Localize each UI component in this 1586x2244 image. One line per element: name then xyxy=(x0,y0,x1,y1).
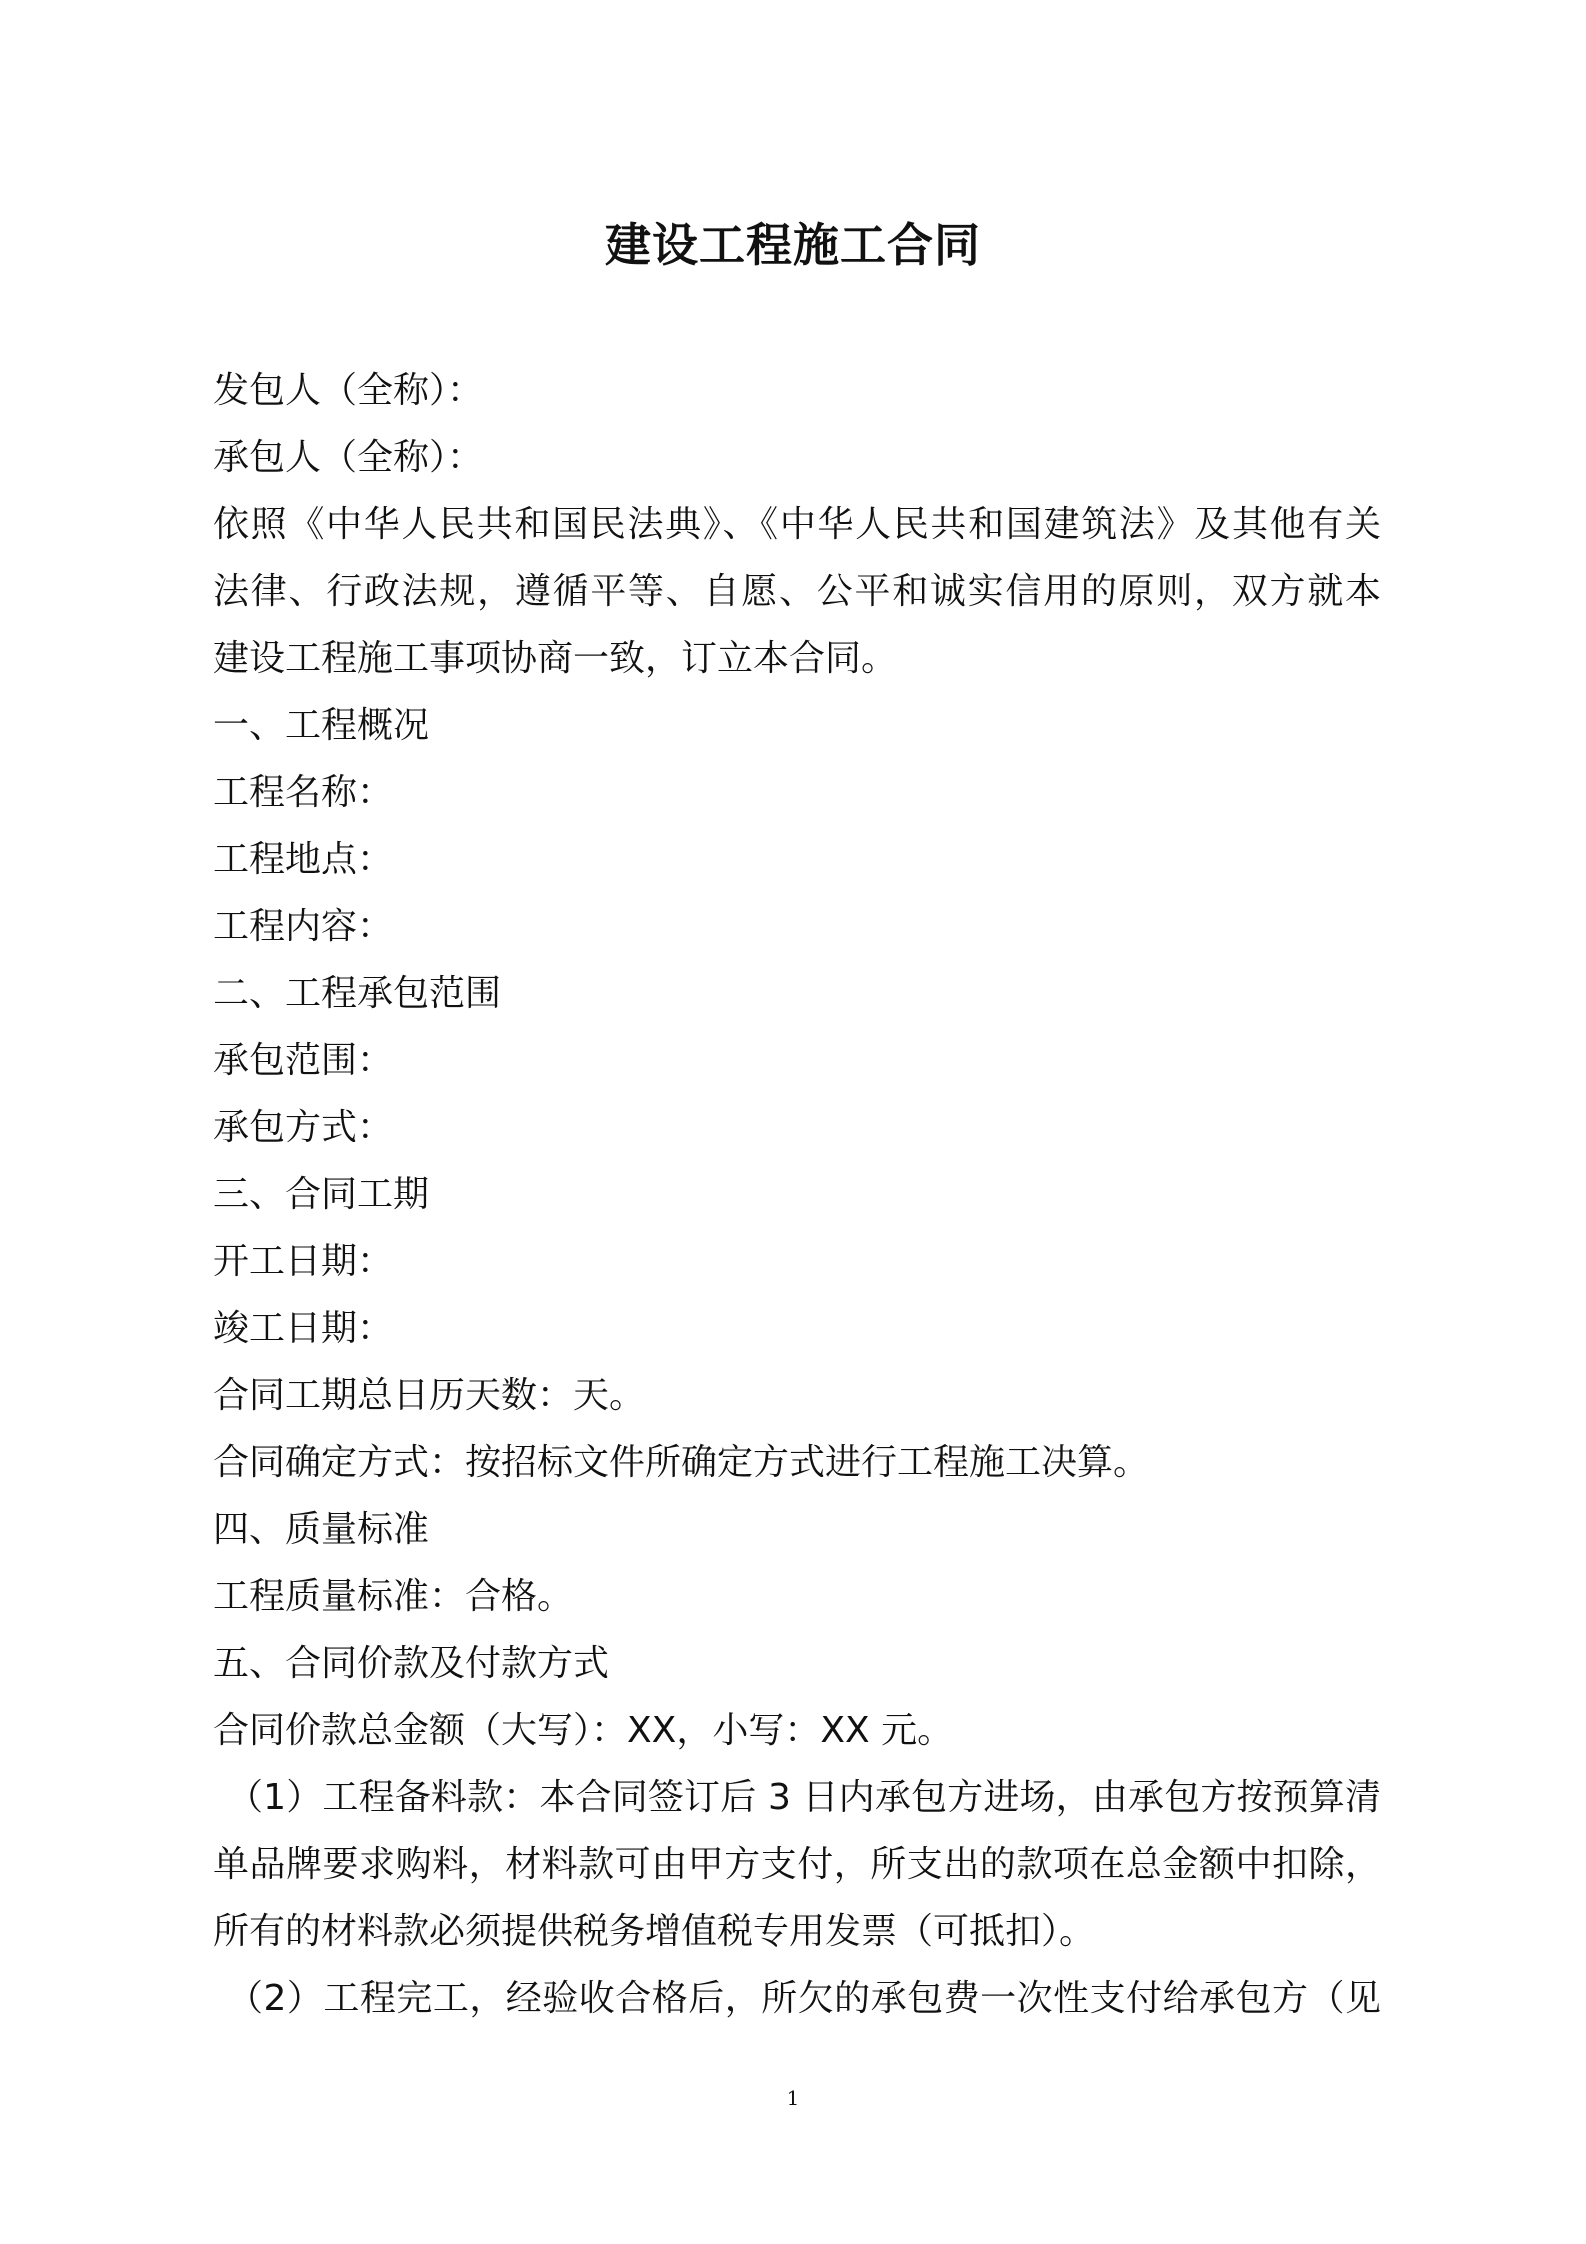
clause-1-line-3: 所有的材料款必须提供税务增值税专用发票（可抵扣）。 xyxy=(213,1911,1096,1952)
project-name-line: 工程名称： xyxy=(213,772,394,813)
document-body xyxy=(213,357,1381,2032)
clause-1-line-1: （1）工程备料款：本合同签订后 3 日内承包方进场，由承包方按预算清 xyxy=(227,1777,1381,1818)
section-heading-4: 四、质量标准 xyxy=(213,1509,430,1550)
preamble-line-3: 建设工程施工事项协商一致，订立本合同。 xyxy=(213,638,898,679)
document-title: 建设工程施工合同 xyxy=(605,218,981,272)
party-a-line: 发包人（全称）： xyxy=(213,370,484,411)
quality-standard-line: 工程质量标准：合格。 xyxy=(213,1576,574,1617)
section-heading-5: 五、合同价款及付款方式 xyxy=(213,1643,610,1684)
contract-price-line: 合同价款总金额（大写）：XX，小写：XX 元。 xyxy=(213,1710,954,1751)
total-days-line: 合同工期总日历天数：天。 xyxy=(213,1375,646,1416)
section-heading-3: 三、合同工期 xyxy=(213,1174,430,1215)
start-date-line: 开工日期： xyxy=(213,1241,394,1282)
settlement-method-line: 合同确定方式：按招标文件所确定方式进行工程施工决算。 xyxy=(213,1442,1150,1483)
party-b-line: 承包人（全称）： xyxy=(213,437,484,478)
section-heading-2: 二、工程承包范围 xyxy=(213,973,502,1014)
contract-scope-line: 承包范围： xyxy=(213,1040,394,1081)
clause-2-line-1: （2）工程完工，经验收合格后，所欠的承包费一次性支付给承包方（见 xyxy=(227,1978,1381,2019)
preamble-line-2: 法律、行政法规，遵循平等、自愿、公平和诚实信用的原则，双方就本 xyxy=(213,571,1381,612)
project-content-line: 工程内容： xyxy=(213,906,394,947)
project-location-line: 工程地点： xyxy=(213,839,394,880)
page-number: 1 xyxy=(786,2086,800,2110)
contract-mode-line: 承包方式： xyxy=(213,1107,394,1148)
section-heading-1: 一、工程概况 xyxy=(213,705,430,746)
preamble-line-1: 依照《中华人民共和国民法典》、《中华人民共和国建筑法》及其他有关 xyxy=(213,504,1381,545)
clause-1-line-2: 单品牌要求购料，材料款可由甲方支付，所支出的款项在总金额中扣除， xyxy=(213,1844,1381,1885)
completion-date-line: 竣工日期： xyxy=(213,1308,394,1349)
